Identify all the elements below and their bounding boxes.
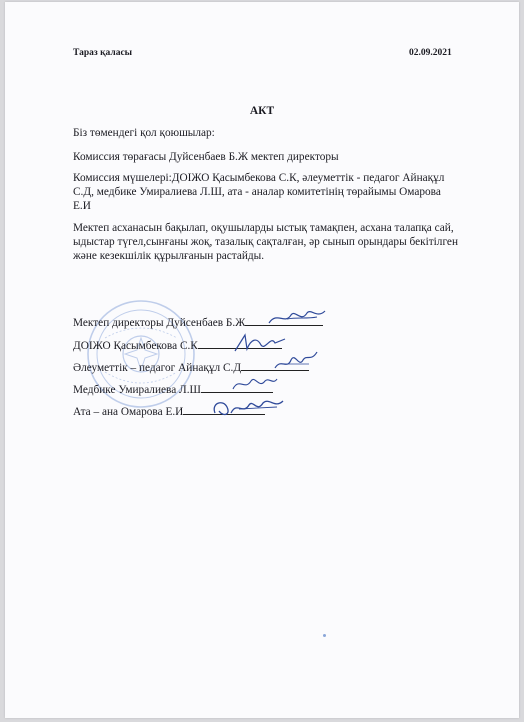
signature-label: Әлеуметтік – педагог Айнақұл С.Д [73,362,242,374]
document-title: АКТ [249,105,275,117]
intro-paragraph: Біз төмендегі қол қоюшылар: [73,127,215,139]
signature-label: Мектеп директоры Дуйсенбаев Б.Ж [73,317,246,329]
document-date: 02.09.2021 [409,48,452,58]
handwritten-signature [267,305,327,329]
signature-label: ДОІЖО Қасымбекова С.К [73,340,198,352]
city-label: Тараз қаласы [73,48,133,58]
handwritten-signature [229,373,279,395]
handwritten-signature [209,395,289,421]
document-page [5,2,519,718]
body-paragraph: Мектеп асханасын бақылап, оқушыларды ыстық тамақпен, асхана талапқа сай, ыдыстар түгел,сынғаны жоқ, тазалық сақталған, әр сынып орындары бекітілген және кезекшілік құрылғанын растайды. [73,222,458,262]
signature-label: Медбике Умиралиева Л.Ш [73,384,201,396]
members-paragraph: Комиссия мүшелері:ДОІЖО Қасымбекова С.К, әлеуметтік - педагог Айнақұл С.Д, медбике Умиралиева Л.Ш, ата - аналар комитетінің төрайымы Омарова Е.И [73,172,445,212]
signature-label: Ата – ана Омарова Е.И [73,406,184,418]
handwritten-signature [273,348,319,374]
ink-dot [323,634,326,637]
chair-paragraph: Комиссия төрағасы Дуйсенбаев Б.Ж мектеп директоры [73,151,339,163]
